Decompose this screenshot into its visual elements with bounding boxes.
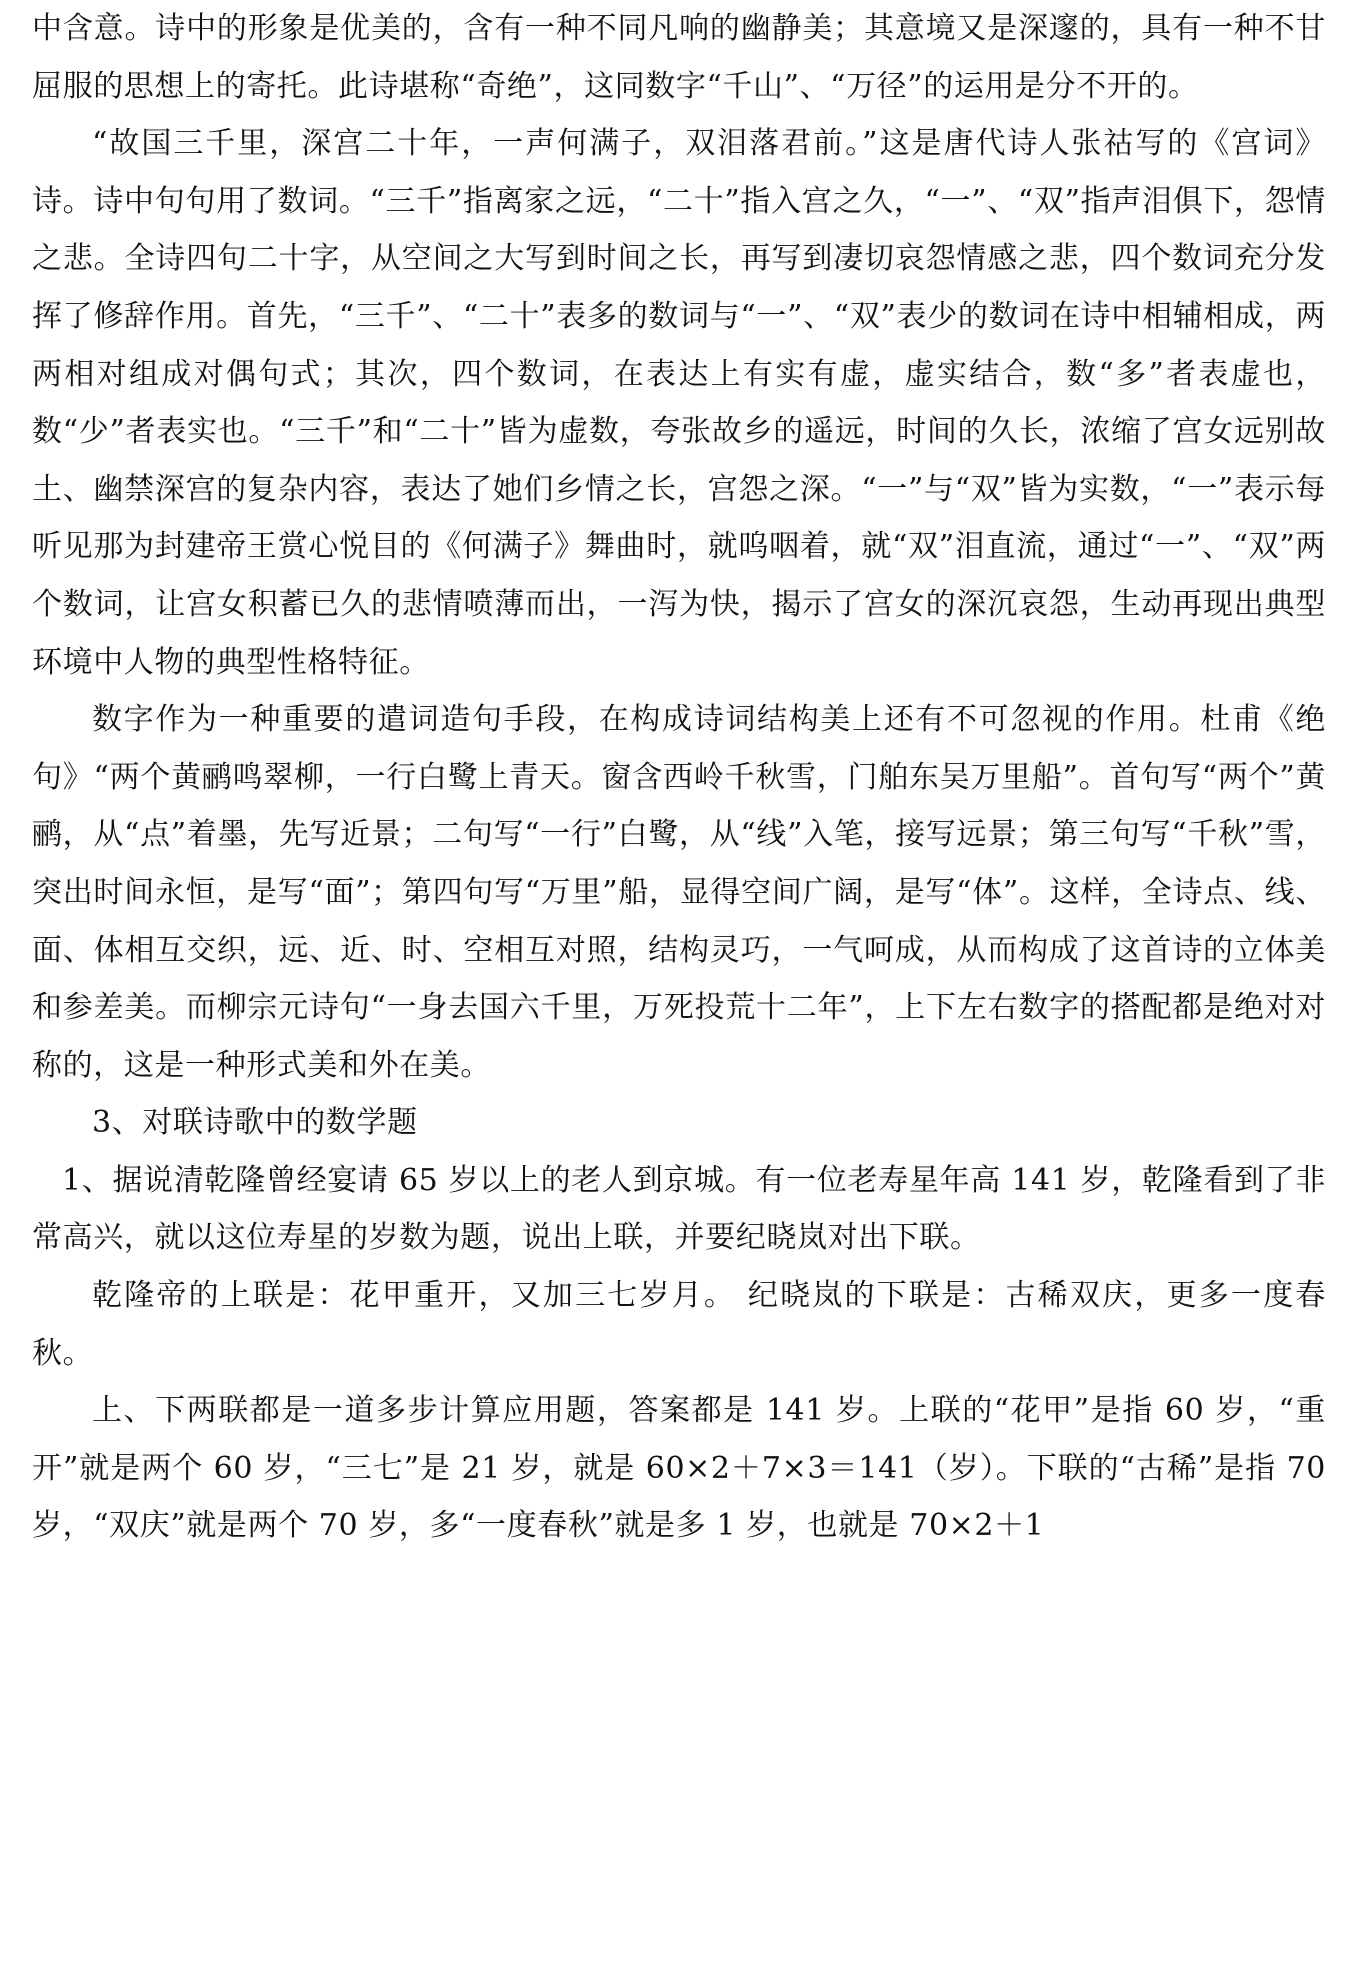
paragraph-structure: 数字作为一种重要的遣词造句手段，在构成诗词结构美上还有不可忽视的作用。杜甫《绝句》“两个黄鹂鸣翠柳，一行白鹭上青天。窗含西岭千秋雪，门舶东吴万里船”。首句写“两个”黄鹂，从“点”着墨，先写近景；二句写“一行”白鹭，从“线”入笔，接写远景；第三句写“千秋”雪，突出时间永恒，是写“面”；第四句写“万里”船，显得空间广阔，是写“体”。这样，全诗点、线、面、体相互交织，远、近、时、空相互对照，结构灵巧，一气呵成，从而构成了这首诗的立体美和参差美。而柳宗元诗句“一身去国六千里，万死投荒十二年”，上下左右数字的搭配都是绝对对称的，这是一种形式美和外在美。: [32, 702, 1326, 1083]
document-page: [32, 0, 1326, 1555]
section-heading: 3、对联诗歌中的数学题: [92, 1105, 418, 1141]
paragraph-qianlong: 1、据说清乾隆曾经宴请 65 岁以上的老人到京城。有一位老寿星年高 141 岁，乾隆看到了非常高兴，就以这位寿星的岁数为题，说出上联，并要纪晓岚对出下联。: [32, 1162, 1326, 1256]
paragraph-gongci: “故国三千里，深宫二十年，一声何满子，双泪落君前。”这是唐代诗人张祜写的《宫词》诗。诗中句句用了数词。“三千”指离家之远，“二十”指入宫之久，“一”、“双”指声泪俱下，怨情之悲。全诗四句二十字，从空间之大写到时间之长，再写到凄切哀怨情感之悲，四个数词充分发挥了修辞作用。首先，“三千”、“二十”表多的数词与“一”、“双”表少的数词在诗中相辅相成，两两相对组成对偶句式；其次，四个数词，在表达上有实有虚，虚实结合，数“多”者表虚也，数“少”者表实也。“三千”和“二十”皆为虚数，夸张故乡的遥远，时间的久长，浓缩了宫女远别故土、幽禁深宫的复杂内容，表达了她们乡情之长，宫怨之深。“一”与“双”皆为实数，“一”表示每听见那为封建帝王赏心悦目的《何满子》舞曲时，就呜咽着，就“双”泪直流，通过“一”、“双”两个数词，让宫女积蓄已久的悲情喷薄而出，一泻为快，揭示了宫女的深沉哀怨，生动再现出典型环境中人物的典型性格特征。: [32, 126, 1326, 680]
paragraph-couplet: 乾隆帝的上联是：花甲重开，又加三七岁月。 纪晓岚的下联是：古稀双庆，更多一度春秋。: [32, 1278, 1326, 1371]
paragraph-calculation: 上、下两联都是一道多步计算应用题，答案都是 141 岁。上联的“花甲”是指 60 岁，“重开”就是两个 60 岁，“三七”是 21 岁，就是 60×2＋7×3＝141（岁）。下联的“古稀”是指 70 岁，“双庆”就是两个 70 岁，多“一度春秋”就是多 1 岁，也就是 70×2＋1: [32, 1393, 1326, 1544]
paragraph-continuation: 中含意。诗中的形象是优美的，含有一种不同凡响的幽静美；其意境又是深邃的，具有一种不甘屈服的思想上的寄托。此诗堪称“奇绝”，这同数字“千山”、“万径”的运用是分不开的。: [32, 11, 1326, 104]
